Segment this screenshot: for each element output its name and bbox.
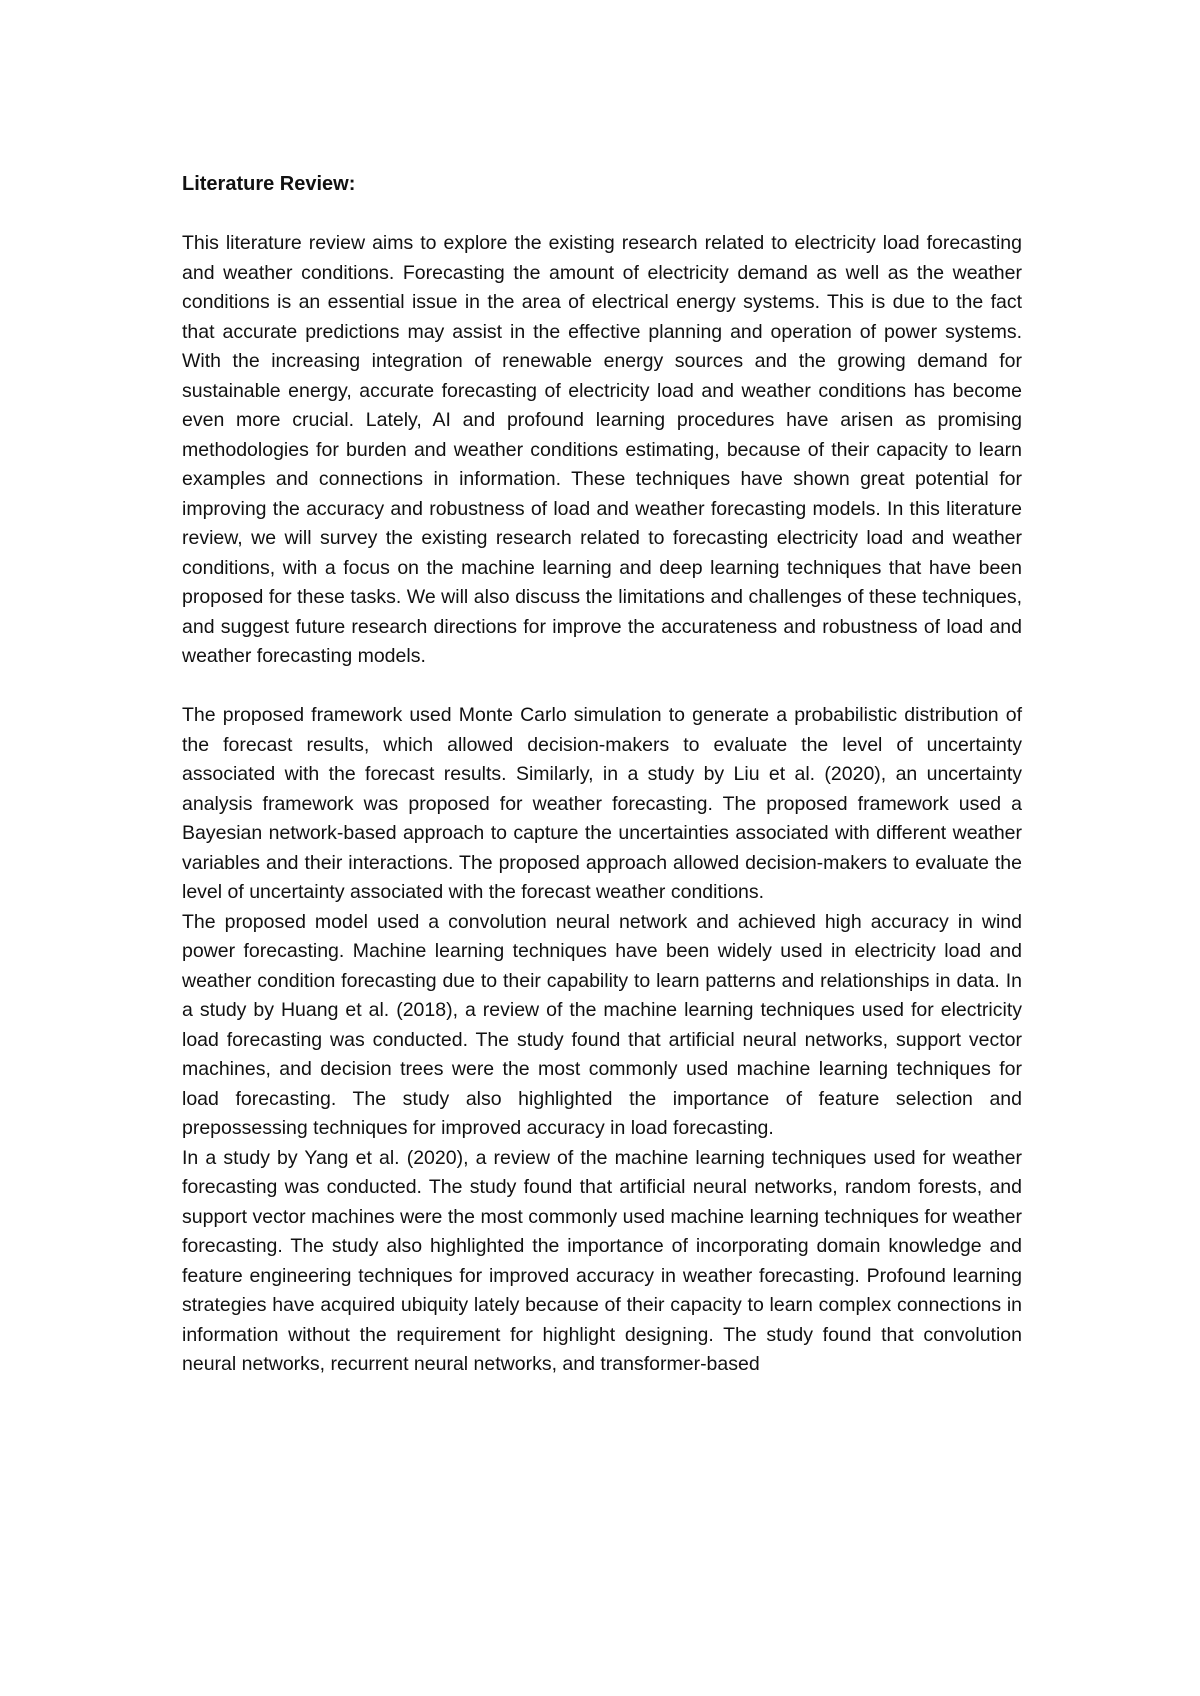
section-heading: Literature Review:: [182, 173, 356, 195]
paragraph-machine-learning-load: The proposed model used a convolution neural network and achieved high accuracy in wind power forecasting. Machine learning techniques have been widely used in electricity load and weather condition forecasting due to their capability to learn patterns and relationships in data. In a study by Huang et al. (2018), a review of the machine learning techniques used for electricity load forecasting was conducted. The study found that artificial neural networks, support vector machines, and decision trees were the most commonly used machine learning techniques for load forecasting. The study also highlighted the importance of feature selection and prepossessing techniques for improved accuracy in load forecasting.: [182, 910, 1022, 1139]
document-body: [182, 170, 1022, 1380]
paragraph-uncertainty: The proposed framework used Monte Carlo simulation to generate a probabilistic distribution of the forecast results, which allowed decision-makers to evaluate the level of uncertainty associated with the forecast results. Similarly, in a study by Liu et al. (2020), an uncertainty analysis framework was proposed for weather forecasting. The proposed framework used a Bayesian network-based approach to capture the uncertainties associated with different weather variables and their interactions. The proposed approach allowed decision-makers to evaluate the level of uncertainty associated with the forecast weather conditions.: [182, 704, 1022, 903]
paragraph-machine-learning-weather: In a study by Yang et al. (2020), a review of the machine learning techniques used for weather forecasting was conducted. The study found that artificial neural networks, random forests, and support vector machines were the most commonly used machine learning techniques for weather forecasting. The study also highlighted the importance of incorporating domain knowledge and feature engineering techniques for improved accuracy in weather forecasting. Profound learning strategies have acquired ubiquity lately because of their capacity to learn complex connections in information without the requirement for highlight designing. The study found that convolution neural networks, recurrent neural networks, and transformer-based: [182, 1146, 1022, 1375]
paragraph-intro: This literature review aims to explore the existing research related to electricity load forecasting and weather conditions. Forecasting the amount of electricity demand as well as the weather conditions is an essential issue in the area of electrical energy systems. This is due to the fact that accurate predictions may assist in the effective planning and operation of power systems. With the increasing integration of renewable energy sources and the growing demand for sustainable energy, accurate forecasting of electricity load and weather conditions has become even more crucial. Lately, AI and profound learning procedures have arisen as promising methodologies for burden and weather conditions estimating, because of their capacity to learn examples and connections in information. These techniques have shown great potential for improving the accuracy and robustness of load and weather forecasting models. In this literature review, we will survey the existing research related to forecasting electricity load and weather conditions, with a focus on the machine learning and deep learning techniques that have been proposed for these tasks. We will also discuss the limitations and challenges of these techniques, and suggest future research directions for improve the accurateness and robustness of load and weather forecasting models.: [182, 232, 1022, 667]
